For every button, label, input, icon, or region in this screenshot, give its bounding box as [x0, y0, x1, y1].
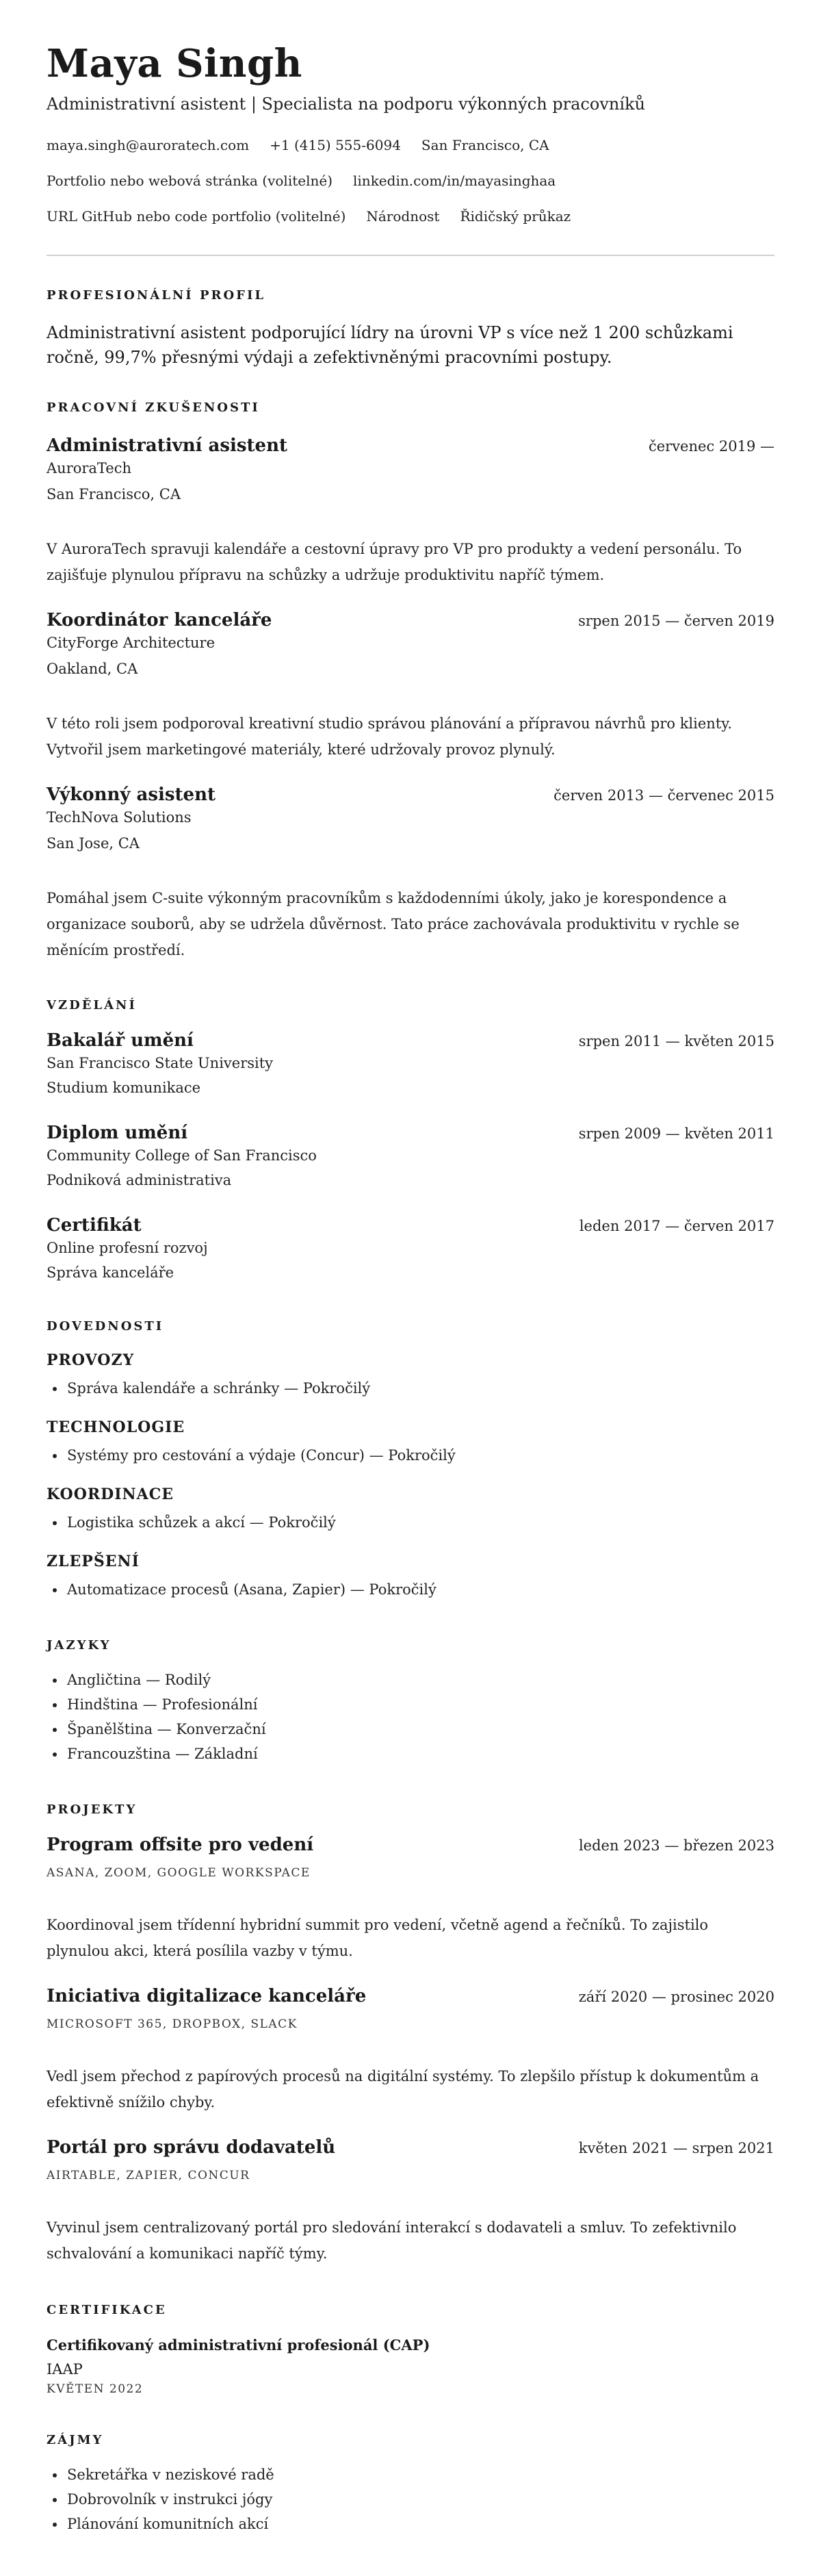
language-item: • Angličtina — Rodilý	[66, 1668, 774, 1692]
skill-item: • Správa kalendáře a schránky — Pokročilý	[66, 1376, 774, 1401]
school-name: Online profesní rozvoj	[47, 1240, 208, 1256]
language-item: • Španělština — Konverzační	[66, 1717, 774, 1742]
project-entry	[47, 1985, 774, 2115]
job-dates: červenec 2019 —	[648, 438, 774, 455]
project-entry	[47, 2136, 774, 2267]
candidate-name: Maya Singh	[47, 41, 302, 86]
project-tech: MICROSOFT 365, DROPBOX, SLACK	[47, 2017, 298, 2031]
project-description: Koordinoval jsem třídenní hybridní summit pro vedení, včetně agend a řečníků. To zajistilo plynulou akci, která posílila vazby v týmu.	[47, 1917, 709, 1959]
section-title: DOVEDNOSTI	[47, 1319, 164, 1334]
field-of-study: Správa kanceláře	[47, 1264, 174, 1281]
skill-category	[47, 1417, 774, 1468]
project-description: Vedl jsem přechod z papírových procesů na digitální systémy. To zlepšilo přístup k dokumentům a efektivně snížilo chyby.	[47, 2068, 759, 2110]
job-description: Pomáhal jsem C-suite výkonným pracovníkům s každodenními úkoly, jako je korespondence a organizace souborů, aby se udržela důvěrnost. Tato práce zachovávala produktivitu v rychle se měnícím prostředí.	[47, 890, 740, 958]
field-of-study: Podniková administrativa	[47, 1172, 232, 1188]
education-dates: srpen 2009 — květen 2011	[578, 1125, 774, 1142]
degree-title: Bakalář umění	[47, 1030, 194, 1051]
links-row	[47, 171, 774, 190]
company-name: TechNova Solutions	[47, 809, 192, 826]
header-divider	[47, 255, 774, 256]
degree-title: Certifikát	[47, 1215, 142, 1236]
project-dates: květen 2021 — srpen 2021	[578, 2140, 774, 2156]
headline: Administrativní asistent | Specialista na podporu výkonných pracovníků	[47, 94, 646, 114]
skill-category-title: TECHNOLOGIE	[47, 1418, 185, 1436]
language-item: • Francouzština — Základní	[66, 1742, 774, 1766]
nationality-text: Národnost	[366, 208, 440, 225]
skill-category	[47, 1484, 774, 1535]
profile-section	[47, 288, 774, 370]
job-description: V této roli jsem podporoval kreativní studio správou plánování a přípravou návrhů pro klienty. Vytvořil jsem marketingové materiály, které udržovaly provoz plynulý.	[47, 715, 733, 758]
interest-item: • Dobrovolník v instrukci jógy	[66, 2487, 774, 2512]
profile-text: Administrativní asistent podporující lídry na úrovni VP s více než 1 200 schůzkami ročně, 99,7% přesnými výdaji a zefektivněnými pracovními postupy.	[47, 323, 733, 367]
resume-header	[47, 40, 774, 226]
project-dates: září 2020 — prosinec 2020	[578, 1989, 774, 2005]
certification-date: KVĚTEN 2022	[47, 2382, 144, 2396]
skill-item: • Logistika schůzek a akcí — Pokročilý	[66, 1510, 774, 1535]
languages-section	[47, 1637, 774, 1766]
section-title: PRACOVNÍ ZKUŠENOSTI	[47, 400, 260, 415]
education-section	[47, 997, 774, 1283]
job-location: San Francisco, CA	[47, 486, 181, 502]
education-entry	[47, 1121, 774, 1190]
education-dates: srpen 2011 — květen 2015	[578, 1033, 774, 1049]
school-name: San Francisco State University	[47, 1055, 274, 1071]
project-description: Vyvinul jsem centralizovaný portál pro sledování interakcí s dodavateli a smluv. To zefektivnilo schvalování a komunikaci napříč týmy.	[47, 2219, 737, 2262]
project-tech: AIRTABLE, ZAPIER, CONCUR	[47, 2169, 250, 2182]
job-dates: srpen 2015 — červen 2019	[578, 613, 774, 629]
job-description: V AuroraTech spravuji kalendáře a cestovní úpravy pro VP pro produkty a vedení personálu. To zajišťuje plynulou přípravu na schůzky a udržuje produktivitu napříč týmem.	[47, 541, 742, 583]
skill-category-title: ZLEPŠENÍ	[47, 1553, 140, 1570]
job-location: Oakland, CA	[47, 661, 138, 677]
certification-entry	[47, 2335, 774, 2398]
project-tech: ASANA, ZOOM, GOOGLE WORKSPACE	[47, 1866, 311, 1880]
job-title: Výkonný asistent	[47, 785, 216, 805]
interests-section	[47, 2432, 774, 2536]
degree-title: Diplom umění	[47, 1123, 188, 1143]
education-entry	[47, 1029, 774, 1098]
field-of-study: Studium komunikace	[47, 1080, 201, 1096]
certification-name: Certifikovaný administrativní profesionál (CAP)	[47, 2336, 430, 2354]
github-link[interactable]: URL GitHub nebo code portfolio (volitelné)	[47, 208, 346, 225]
project-dates: leden 2023 — březen 2023	[578, 1837, 774, 1854]
interest-item: • Plánování komunitních akcí	[66, 2512, 774, 2536]
experience-entry	[47, 609, 774, 763]
section-title: PROFESIONÁLNÍ PROFIL	[47, 288, 266, 303]
experience-entry	[47, 783, 774, 963]
project-entry	[47, 1833, 774, 1964]
contact-row	[47, 136, 774, 155]
portfolio-link[interactable]: Portfolio nebo webová stránka (volitelné)	[47, 173, 333, 189]
section-title: VZDĚLÁNÍ	[47, 998, 137, 1012]
skill-item: • Systémy pro cestování a výdaje (Concur) — Pokročilý	[66, 1443, 774, 1468]
section-title: ZÁJMY	[47, 2433, 104, 2447]
skills-section	[47, 1318, 774, 1602]
company-name: CityForge Architecture	[47, 635, 216, 651]
section-title: JAZYKY	[47, 1638, 112, 1653]
certification-issuer: IAAP	[47, 2361, 83, 2377]
phone-text: +1 (415) 555-6094	[270, 137, 401, 153]
interest-item: • Sekretářka v neziskové radě	[66, 2462, 774, 2487]
extra-row	[47, 207, 774, 226]
project-name: Iniciativa digitalizace kanceláře	[47, 1986, 367, 2006]
language-item: • Hindština — Profesionální	[66, 1692, 774, 1717]
skill-category	[47, 1551, 774, 1602]
skill-item: • Automatizace procesů (Asana, Zapier) — Pokročilý	[66, 1577, 774, 1602]
certifications-section	[47, 2302, 774, 2398]
license-text: Řidičský průkaz	[460, 208, 571, 225]
job-dates: červen 2013 — červenec 2015	[553, 787, 774, 804]
job-title: Koordinátor kanceláře	[47, 610, 272, 630]
section-title: CERTIFIKACE	[47, 2303, 167, 2317]
section-title: PROJEKTY	[47, 1802, 138, 1817]
skill-category-title: PROVOZY	[47, 1351, 135, 1369]
linkedin-link[interactable]: linkedin.com/in/mayasinghaa	[353, 173, 556, 189]
skill-category-title: KOORDINACE	[47, 1485, 174, 1503]
job-location: San Jose, CA	[47, 835, 140, 852]
education-entry	[47, 1214, 774, 1283]
email-link[interactable]: maya.singh@auroratech.com	[47, 137, 250, 153]
experience-section	[47, 400, 774, 963]
skill-category	[47, 1350, 774, 1401]
location-text: San Francisco, CA	[421, 137, 549, 153]
project-name: Program offsite pro vedení	[47, 1835, 314, 1855]
job-title: Administrativní asistent	[47, 435, 288, 456]
project-name: Portál pro správu dodavatelů	[47, 2137, 336, 2158]
company-name: AuroraTech	[47, 460, 132, 476]
school-name: Community College of San Francisco	[47, 1147, 317, 1164]
projects-section	[47, 1802, 774, 2267]
education-dates: leden 2017 — červen 2017	[579, 1218, 774, 1234]
experience-entry	[47, 434, 774, 588]
